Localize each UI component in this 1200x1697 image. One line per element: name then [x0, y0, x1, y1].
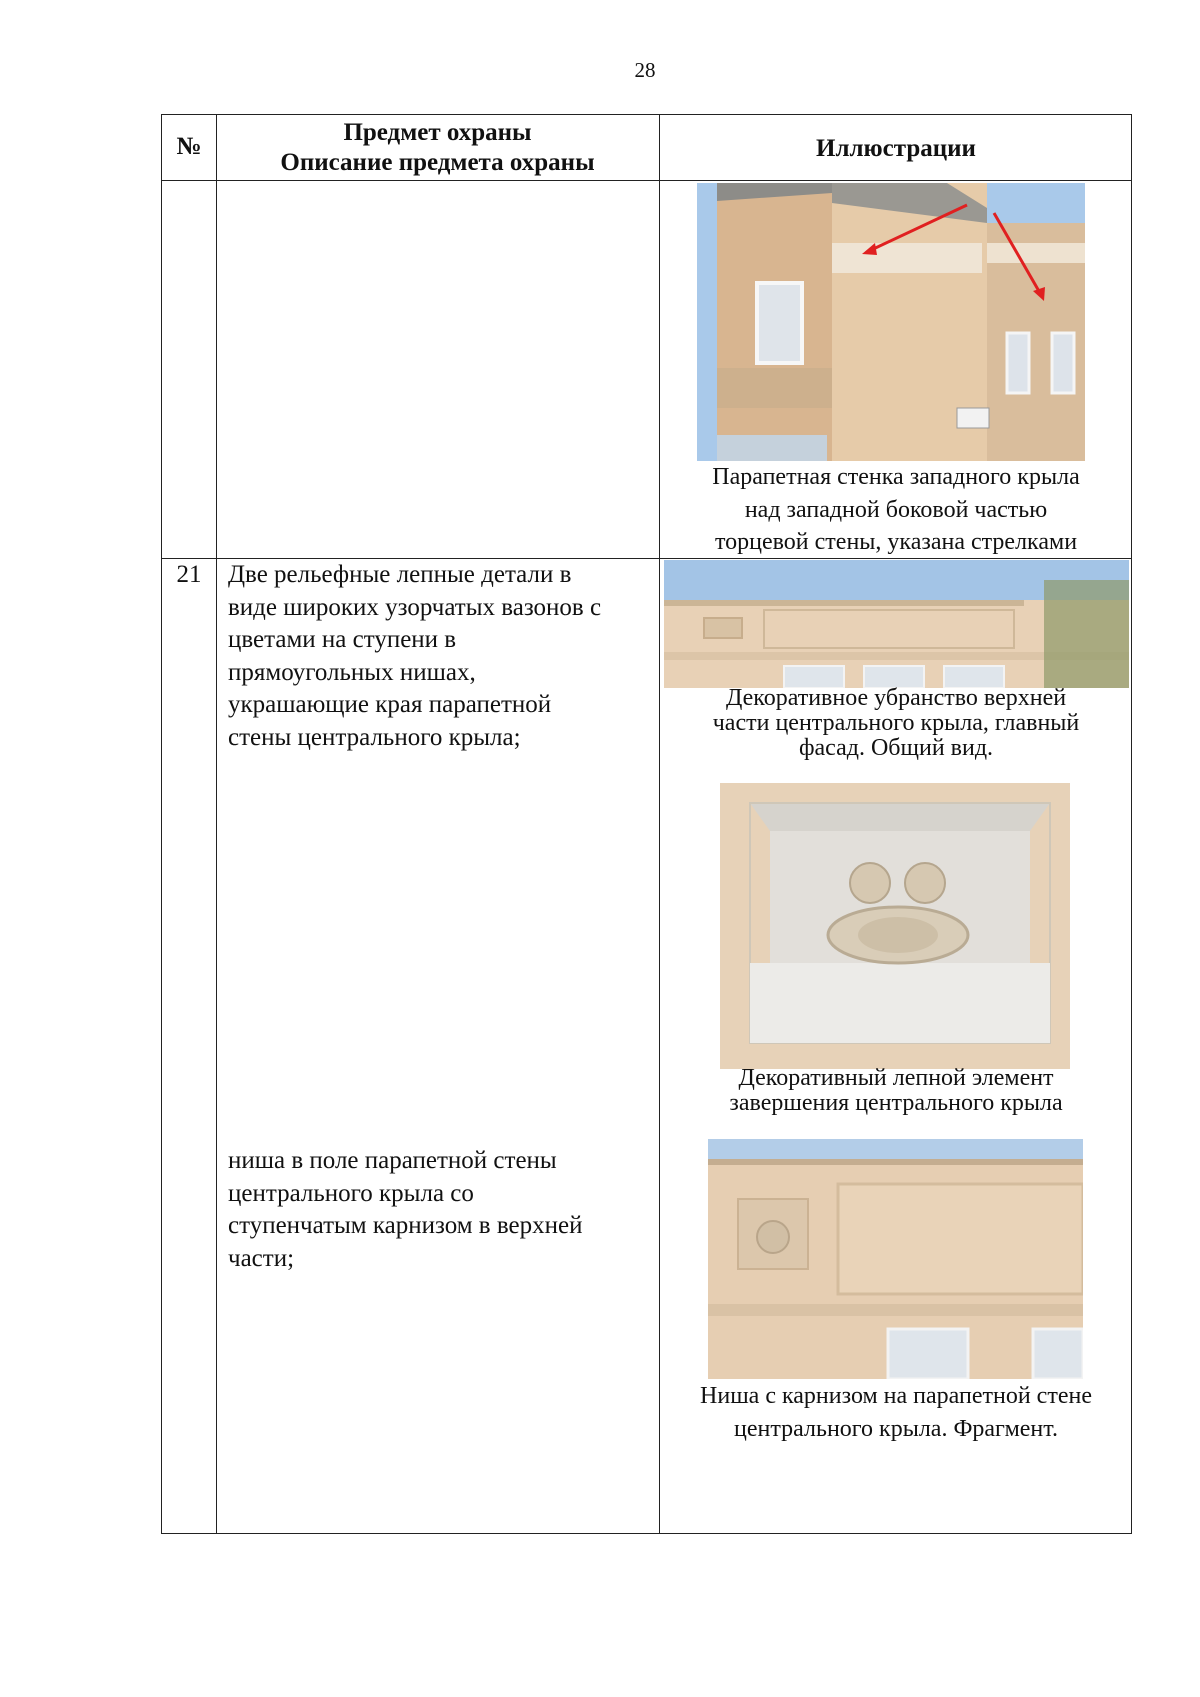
row-description-niche [228, 1145, 653, 1275]
row-number: 21 [176, 561, 202, 588]
caption-line: завершения центрального крыла [729, 1090, 1063, 1116]
header-subject-title: Предмет охраны [343, 119, 532, 146]
caption-central-wing-overview [659, 686, 1133, 761]
caption-line: Декоративный лепной элемент [738, 1065, 1054, 1091]
caption-parapet-west-wing [659, 461, 1133, 559]
photo-stucco-vase-detail [720, 783, 1070, 1069]
description-line: виде широких узорчатых вазонов с [228, 593, 602, 621]
header-number: № [176, 133, 202, 160]
caption-line: торцевой стены, указана стрелками [714, 529, 1078, 555]
photo-central-wing-overview [664, 560, 1129, 688]
row-description-moldings [228, 559, 653, 754]
photo-parapet-west-wing [697, 183, 1085, 461]
caption-line: Парапетная стенка западного крыла [712, 464, 1080, 490]
caption-line: центрального крыла. Фрагмент. [734, 1415, 1058, 1442]
caption-line: части центрального крыла, главный [712, 710, 1080, 736]
caption-line: Декоративное убранство верхней [725, 685, 1067, 711]
description-line: части; [228, 1244, 295, 1272]
column-divider [659, 115, 660, 1533]
description-line: центрального крыла со [228, 1179, 474, 1207]
description-line: ступенчатым карнизом в верхней [228, 1212, 583, 1239]
photo-niche-fragment [708, 1139, 1083, 1379]
description-line: ниша в поле парапетной стены [228, 1147, 557, 1174]
header-subject-description: Описание предмета охраны [280, 149, 595, 176]
description-line: стены центрального крыла; [228, 723, 521, 751]
description-line: украшающие края парапетной [228, 691, 552, 718]
description-line: Две рельефные лепные детали в [228, 561, 572, 588]
header-divider [162, 180, 1131, 181]
caption-line: над западной боковой частью [744, 496, 1048, 523]
caption-stucco-vase-detail [659, 1066, 1133, 1116]
column-divider [216, 115, 217, 1533]
description-line: прямоугольных нишах, [228, 658, 476, 686]
caption-line: фасад. Общий вид. [798, 735, 994, 761]
page-number: 28 [634, 58, 656, 82]
header-subject [216, 118, 659, 178]
caption-line: Ниша с карнизом на парапетной стене [700, 1383, 1092, 1409]
caption-niche-fragment [659, 1380, 1133, 1445]
protection-table [161, 114, 1132, 1534]
description-line: цветами на ступени в [228, 626, 457, 653]
header-illustrations: Иллюстрации [816, 135, 976, 162]
